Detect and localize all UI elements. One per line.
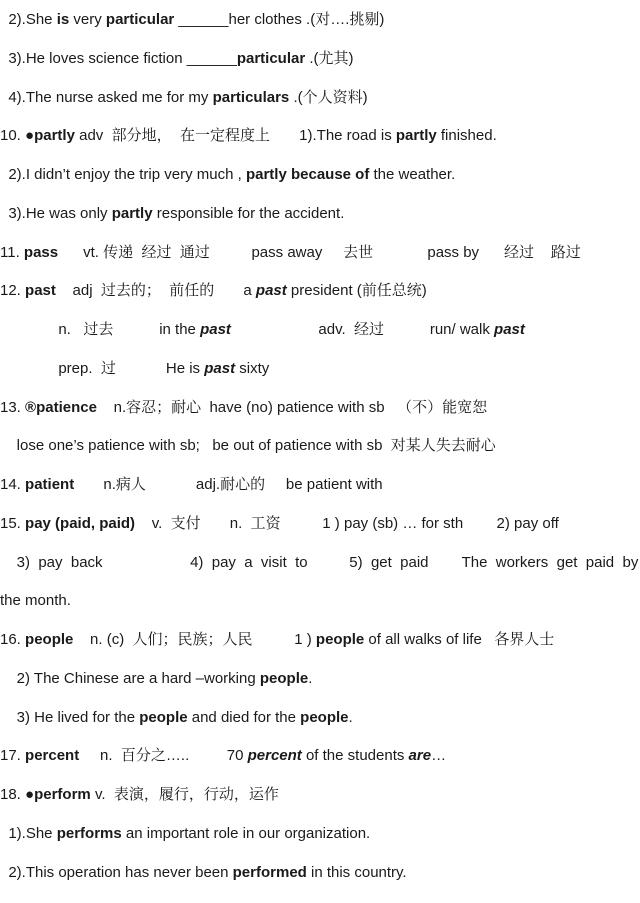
text-segment: .(个人资料) (289, 88, 368, 106)
bold-term: is (56, 11, 70, 28)
text-line (0, 514, 559, 534)
text-line (0, 88, 368, 108)
text-segment: 2).She (0, 11, 57, 28)
text-segment: n. 百分之….. 70 (79, 747, 248, 765)
text-line (0, 785, 279, 805)
text-segment: 18. (0, 786, 26, 803)
bold-term: partly because of (245, 166, 370, 183)
text-line (0, 398, 487, 418)
bold-term: patient (25, 476, 75, 493)
text-segment: … (431, 747, 447, 765)
text-segment: 1).She (0, 824, 57, 842)
text-segment: adv 部分地， 在一定程度上 1).The road is (74, 127, 396, 145)
text-line (0, 436, 496, 456)
bold-term: partly (395, 127, 437, 145)
text-line (0, 281, 427, 301)
text-line (0, 126, 497, 146)
bold-term: people (25, 631, 74, 648)
text-line (0, 863, 407, 883)
text-segment: 3).He loves science fiction ______ (0, 49, 237, 67)
text-segment: 17. (0, 747, 26, 765)
text-segment: lose one’s patience with sb; be out of patience with sb 对某人失去耐心 (0, 437, 496, 455)
bold-term: partly (111, 204, 153, 222)
text-segment: president (前任总统) (286, 282, 427, 300)
text-segment: in this country. (306, 863, 407, 881)
bold-term: people (315, 631, 365, 648)
text-segment: 3) pay back 4) pay a visit to 5) get paid The workers get paid by (0, 553, 639, 571)
text-line (0, 591, 71, 611)
text-segment: 12. (0, 282, 26, 300)
text-segment: of the students (301, 747, 409, 765)
bold-term: ●perform (25, 786, 91, 803)
text-segment: 2).I didn’t enjoy the trip very much , (0, 166, 246, 183)
text-segment: the month. (0, 592, 71, 610)
text-segment: the weather. (369, 166, 456, 183)
text-segment: v. 支付 n. 工资 1 ) pay (sb) … for sth 2) pay off (135, 514, 559, 532)
text-segment: 10. (0, 127, 26, 145)
text-segment: .(尤其) (305, 49, 354, 67)
bold-term: percent (247, 747, 302, 765)
bold-term: performed (232, 863, 307, 881)
bold-term: people (139, 708, 188, 726)
bold-term: performs (56, 824, 122, 842)
text-line (0, 359, 269, 379)
text-segment: adj 过去的； 前任的 a (55, 282, 256, 300)
bold-term: past (25, 282, 56, 300)
bold-term: people (300, 708, 349, 726)
text-line (0, 204, 344, 224)
bold-term: particular (236, 49, 306, 67)
bold-term: pay (paid, paid) (25, 514, 136, 532)
text-line (0, 475, 383, 495)
bold-term: ●partly (25, 127, 75, 145)
text-segment: responsible for the accident. (152, 204, 345, 222)
text-segment: adv. 经过 run/ walk (230, 321, 495, 338)
text-segment: prep. 过 He is (0, 359, 205, 377)
text-segment: n. 过去 in the (0, 321, 201, 338)
text-segment: n. (c) 人们；民族；人民 1 ) (73, 631, 316, 648)
text-segment: very (69, 11, 106, 28)
text-segment: finished. (436, 127, 497, 145)
bold-term: past (204, 359, 236, 377)
text-line (0, 630, 554, 650)
bold-term: past (200, 321, 231, 338)
text-segment: n.病人 adj.耐心的 be patient with (74, 476, 383, 493)
text-line (0, 708, 353, 728)
text-segment: 16. (0, 631, 26, 648)
text-line (0, 669, 312, 689)
bold-term: pass (23, 243, 59, 261)
text-segment: 11. (0, 243, 24, 261)
text-segment: n.容忍；耐心 have (no) patience with sb （不）能宽恕 (96, 398, 488, 416)
text-segment: and died for the (187, 708, 301, 726)
text-line (0, 746, 446, 766)
text-line (0, 49, 354, 69)
text-segment: . (348, 708, 353, 726)
bold-term: past (494, 321, 525, 338)
bold-term: ®patience (25, 398, 97, 416)
text-segment: vt. 传递 经过 通过 pass away 去世 pass by 经过 路过 (58, 243, 581, 261)
text-segment: 3).He was only (0, 204, 112, 222)
bold-term: past (255, 282, 287, 300)
bold-term: are (408, 747, 432, 765)
text-line (0, 553, 638, 573)
text-segment: . (308, 669, 313, 687)
text-line (0, 10, 384, 30)
text-segment: of all walks of life 各界人士 (364, 631, 555, 648)
text-segment: 14. (0, 476, 26, 493)
text-line (0, 824, 370, 844)
text-segment: 2).This operation has never been (0, 863, 233, 881)
text-segment: ______her clothes .(对….挑剔) (174, 11, 385, 28)
text-segment: sixty (235, 359, 270, 377)
text-line (0, 243, 581, 263)
text-segment: an important role in our organization. (121, 824, 371, 842)
bold-term: percent (25, 747, 80, 765)
text-segment: 13. (0, 398, 26, 416)
text-line (0, 165, 455, 185)
bold-term: particular (105, 11, 175, 28)
text-segment: 3) He lived for the (0, 708, 140, 726)
text-segment: 15. (0, 514, 26, 532)
text-line (0, 320, 525, 340)
text-segment: v. 表演，履行，行动，运作 (90, 786, 279, 803)
text-segment: 4).The nurse asked me for my (0, 88, 213, 106)
text-segment: 2) The Chinese are a hard –working (0, 669, 260, 687)
bold-term: particulars (212, 88, 290, 106)
bold-term: people (259, 669, 309, 687)
